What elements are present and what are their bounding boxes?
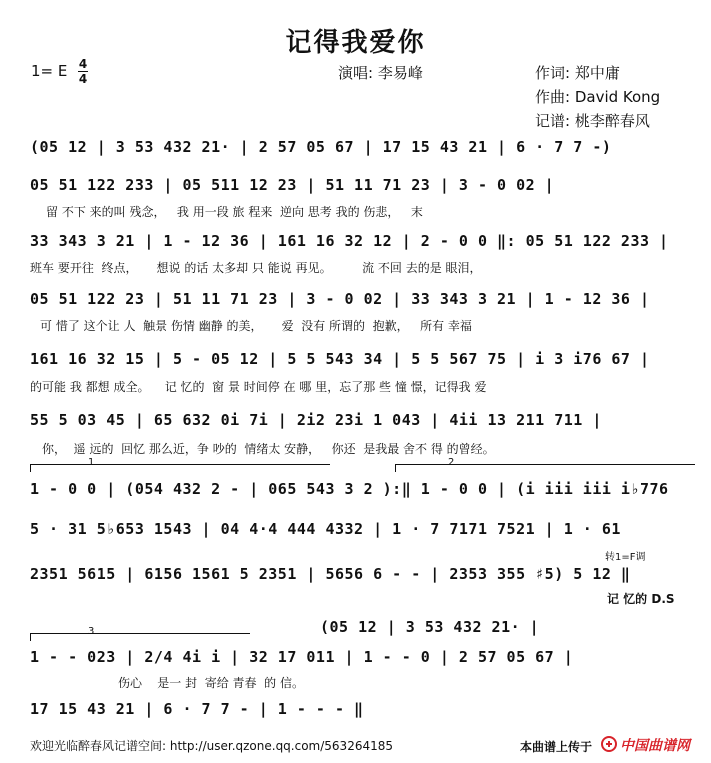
lyric-line: 你， 遥 远的 回忆 那么近，争 吵的 情绪太 安静， 你还 是我最 舍不 得 的曾经。 <box>42 442 495 456</box>
notation-line: 33 343 3 21 | 1 - 12 36 | 161 16 32 12 | 2 - 0 0 ‖: 05 51 122 233 | <box>30 232 669 250</box>
key-signature: 1= E <box>31 62 68 80</box>
time-signature-top: 4 <box>78 57 88 71</box>
footer-text: 欢迎光临醉春风记谱空间: http://user.qzone.qq.com/563264185 <box>30 739 394 753</box>
notation-line: 2351 5615 | 6156 1561 5 2351 | 5656 6 - - | 2353 355 ♯5) 5 12 ‖ <box>30 565 631 583</box>
lyric-line: 可 惜了 这个让 人 触景 伤情 幽静 的美， 爱 没有 所谓的 抱歉， 所有 幸福 <box>40 319 472 333</box>
composer-credit: 作曲: David Kong <box>535 88 661 106</box>
second-ending-bracket <box>395 464 695 465</box>
ds-label: 记 忆的 D.S <box>607 592 675 606</box>
first-ending-number: 1 <box>88 457 95 468</box>
singer-credit: 演唱: 李易峰 <box>338 64 423 82</box>
song-title: 记得我爱你 <box>285 28 426 58</box>
transcriber-credit: 记谱: 桃李醉春风 <box>535 112 650 130</box>
notation-line: (05 12 | 3 53 432 21· | 2 57 05 67 | 17 15 43 21 | 6 · 7 7 -) <box>30 138 612 156</box>
time-signature <box>78 58 88 85</box>
notation-line: 1 - 0 0 | (054 432 2 - | 065 543 3 2 ):‖ 1 - 0 0 | (i iii iii i♭776 <box>30 480 669 498</box>
site-logo <box>600 733 700 755</box>
second-ending-number: 2 <box>448 457 455 468</box>
notation-line: 55 5 03 45 | 65 632 0i 7i | 2i2 23i 1 043 | 4ii 13 211 711 | <box>30 411 602 429</box>
upload-credit: 本曲谱上传于 <box>520 740 593 754</box>
notation-line: 17 15 43 21 | 6 · 7 7 - | 1 - - - ‖ <box>30 700 364 718</box>
lyric-line: 伤心 是一 封 寄给 青春 的 信。 <box>118 676 304 690</box>
third-ending-bracket <box>30 633 250 634</box>
third-ending-number: 3 <box>88 626 95 637</box>
third-ending-tick <box>30 633 31 641</box>
notation-line: 5 · 31 5♭653 1543 | 04 4·4 444 4332 | 1 · 7 7171 7521 | 1 · 61 <box>30 520 621 538</box>
notation-line: 05 51 122 23 | 51 11 71 23 | 3 - 0 02 | 33 343 3 21 | 1 - 12 36 | <box>30 290 650 308</box>
notation-line: (05 12 | 3 53 432 21· | <box>320 618 540 636</box>
notation-line: 05 51 122 233 | 05 511 12 23 | 51 11 71 23 | 3 - 0 02 | <box>30 176 555 194</box>
second-ending-tick <box>395 464 396 472</box>
notation-line: 161 16 32 15 | 5 - 05 12 | 5 5 543 34 | 5 5 567 75 | i 3 i76 67 | <box>30 350 650 368</box>
time-signature-bottom: 4 <box>78 72 88 86</box>
lyricist-credit: 作词: 郑中庸 <box>535 64 620 82</box>
first-ending-tick <box>30 464 31 472</box>
notation-line: 1 - - 023 | 2/4 4i i | 32 17 011 | 1 - - 0 | 2 57 05 67 | <box>30 648 574 666</box>
site-logo-text: 中国曲谱网 <box>620 738 690 754</box>
lyric-line: 班车 要开往 终点， 想说 的话 太多却 只 能说 再见。 流 不回 去的是 眼泪， <box>30 261 482 275</box>
first-ending-bracket <box>30 464 330 465</box>
lyric-line: 留 不下 来的叫 残念， 我 用一段 旅 程来 逆向 思考 我的 伤悲， 末 <box>46 205 423 219</box>
lyric-line: 的可能 我 都想 成全。 记 忆的 窗 景 时间停 在 哪 里，忘了那 些 憧 憬，记得我 爱 <box>30 380 487 394</box>
modulation-note: 转1=F调 <box>605 552 646 563</box>
